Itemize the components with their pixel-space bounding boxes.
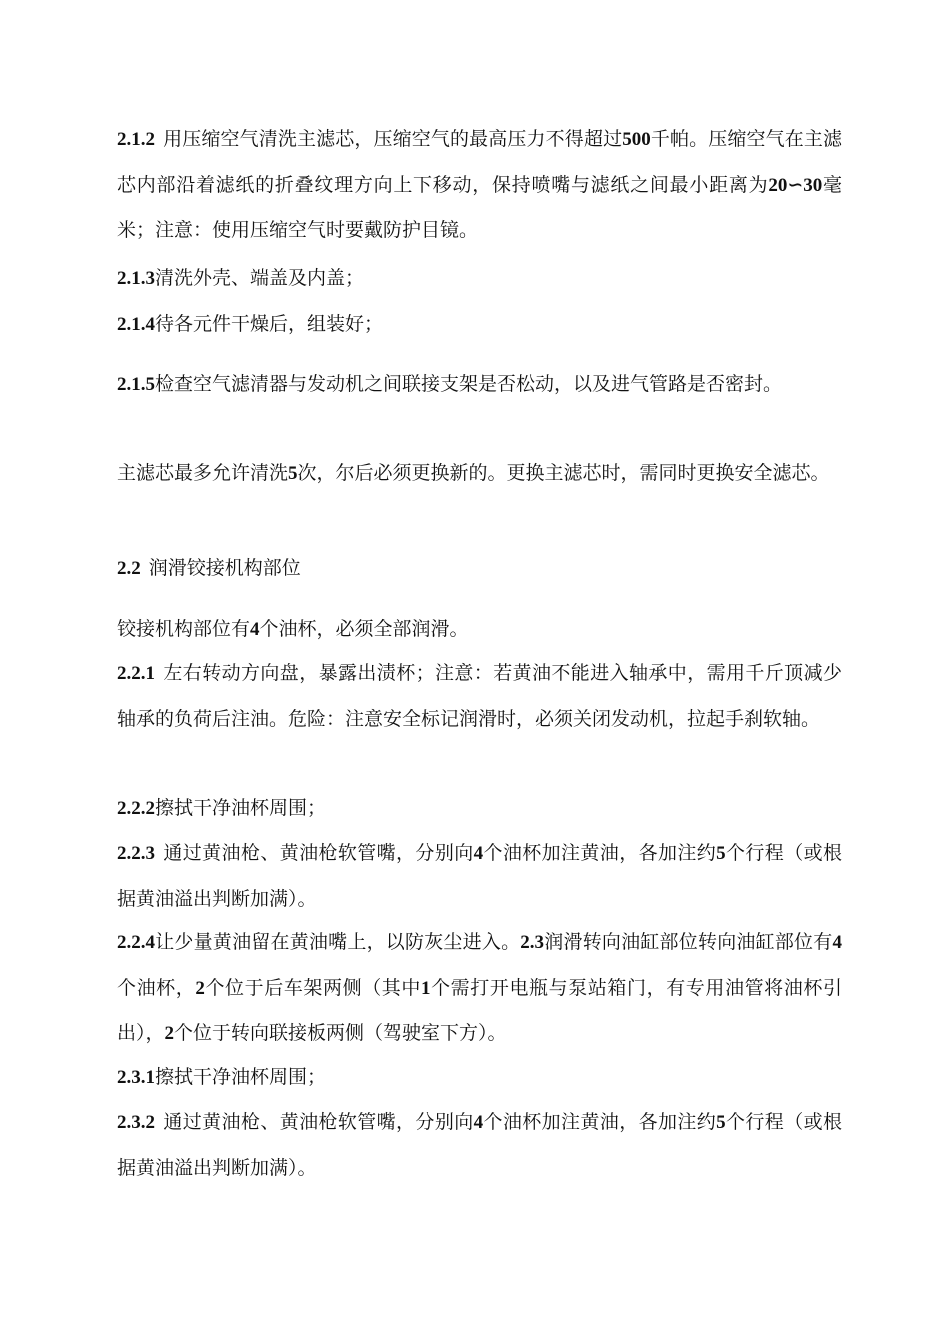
section-number: 2.1.5 xyxy=(117,374,155,395)
paragraph-text: 次，尔后必须更换新的。更换主滤芯时，需同时更换安全滤芯。 xyxy=(297,462,830,484)
paragraph-2-2-1 xyxy=(117,651,842,741)
paragraph-2-3-2 xyxy=(117,1100,842,1190)
paragraph-text: 个油杯， xyxy=(117,976,196,999)
paragraph-text: 个位于转向联接板两侧（驾驶室下方）。 xyxy=(174,1022,507,1044)
paragraph-text: 让少量黄油留在黄油嘴上，以防灰尘进入。 xyxy=(155,931,521,953)
paragraph-2-1-2 xyxy=(117,117,842,253)
paragraph-text: 擦拭干净油杯周围； xyxy=(155,1066,327,1088)
count-value: 5 xyxy=(716,843,726,864)
count-value: 4 xyxy=(250,619,260,640)
section-number: 2.2.3 xyxy=(117,843,155,864)
section-number: 2.2.1 xyxy=(117,663,155,684)
count-value: 5 xyxy=(288,463,298,484)
paragraph-text: 通过黄油枪、黄油枪软管嘴，分别向 xyxy=(163,1111,474,1133)
paragraph-text: 个行程（或根据黄油溢出判断加满）。 xyxy=(117,1111,842,1179)
section-number: 2.1.4 xyxy=(117,314,155,335)
paragraph-text: 左右转动方向盘，暴露出渍杯；注意：若黄油不能进入轴承中，需用千斤顶减少轴承的负荷后注油。危险：注意安全标记润滑时，必须关闭发动机，拉起手刹软轴。 xyxy=(117,662,842,730)
paragraph-text: 用压缩空气清洗主滤芯，压缩空气的最高压力不得超过 xyxy=(163,128,623,150)
paragraph-text: 润滑转向油缸部位转向油缸部位有 xyxy=(544,931,833,953)
section-number: 2.2.4 xyxy=(117,932,155,953)
distance-value: 20∽30 xyxy=(768,174,823,196)
pressure-value: 500 xyxy=(622,129,651,150)
count-value: 4 xyxy=(473,843,484,864)
paragraph-text: 清洗外壳、端盖及内盖； xyxy=(155,267,365,289)
paragraph-text: 通过黄油枪、黄油枪软管嘴，分别向 xyxy=(163,842,474,864)
count-value: 5 xyxy=(716,1112,726,1133)
section-number: 2.3 xyxy=(520,932,545,953)
paragraph-2-2-3 xyxy=(117,831,842,921)
section-number: 2.3.2 xyxy=(117,1112,155,1133)
paragraph-text: 待各元件干燥后，组装好； xyxy=(155,313,384,335)
paragraph-2-2-2 xyxy=(117,786,842,832)
paragraph-text: 个油杯加注黄油，各加注约 xyxy=(483,1111,717,1133)
paragraph-text: 铰接机构部位有 xyxy=(117,618,251,640)
paragraph-text: 个位于后车架两侧（其中 xyxy=(204,976,421,999)
paragraph-2-2-4 xyxy=(117,920,842,1057)
paragraph-filter-note xyxy=(117,451,842,497)
paragraph-text: 个需打开电瓶与泵站箱门，有专用油管将油杯引出）， xyxy=(117,976,842,1044)
section-number: 2.2.2 xyxy=(117,798,155,819)
paragraph-text: 主滤芯最多允许清洗 xyxy=(117,462,289,484)
count-value: 2 xyxy=(164,1023,175,1044)
count-value: 4 xyxy=(832,932,842,953)
paragraph-text: 千帕。压缩空气在主滤芯内部沿着滤纸的折叠纹理方向上下移动，保持喷嘴与滤纸之间最小距离为 xyxy=(117,128,842,196)
heading-2-2 xyxy=(117,546,842,592)
paragraph-2-2-intro xyxy=(117,607,842,653)
section-number: 2.1.3 xyxy=(117,268,155,289)
paragraph-2-1-5 xyxy=(117,362,842,408)
paragraph-text: 擦拭干净油杯周围； xyxy=(155,797,327,819)
paragraph-2-1-3 xyxy=(117,256,842,302)
count-value: 4 xyxy=(473,1112,484,1133)
paragraph-text: 毫米；注意：使用压缩空气时要戴防护目镜。 xyxy=(117,173,842,241)
heading-text: 润滑铰接机构部位 xyxy=(148,557,301,579)
paragraph-2-3-1 xyxy=(117,1055,842,1101)
paragraph-text: 个行程（或根据黄油溢出判断加满）。 xyxy=(117,842,842,910)
paragraph-text: 个油杯加注黄油，各加注约 xyxy=(483,842,717,864)
paragraph-2-1-4 xyxy=(117,302,842,348)
section-number: 2.1.2 xyxy=(117,129,155,150)
section-number: 2.2 xyxy=(117,558,141,579)
section-number: 2.3.1 xyxy=(117,1067,155,1088)
paragraph-text: 个油杯，必须全部润滑。 xyxy=(259,618,469,640)
paragraph-text: 检查空气滤清器与发动机之间联接支架是否松动，以及进气管路是否密封。 xyxy=(155,373,783,395)
count-value: 2 xyxy=(195,977,205,999)
count-value: 1 xyxy=(421,977,431,999)
